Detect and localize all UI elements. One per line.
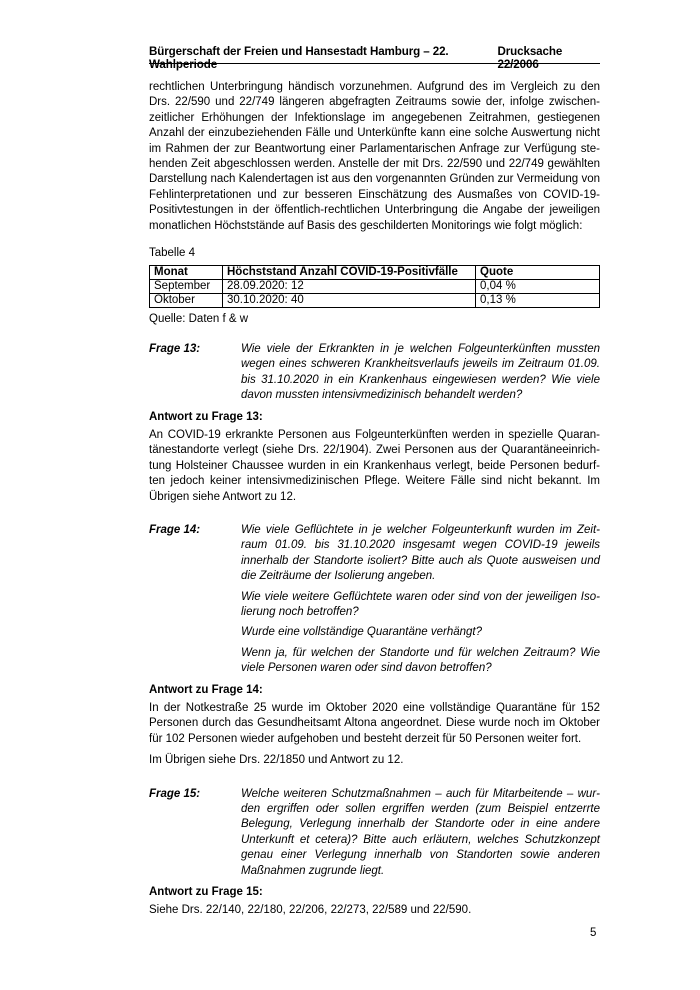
table-header-cell: Monat [150, 266, 223, 280]
question-paragraph: Wie viele weitere Geflüchtete waren oder sind von der jeweiligen Isolierung noch betroffen? [241, 590, 600, 618]
question-paragraph: Wie viele Geflüchtete in je welcher Folgeunterkunft wurden im Zeitraum 01.09. bis 31.10.2020 insgesamt wegen COVID-19 jeweils innerhalb der Standorte isoliert? Bitte auch als Quote ausweisen und die Zeiträume der Isolierung angeben. [241, 523, 600, 583]
question-15 [149, 787, 600, 879]
table-cell: 0,13 % [476, 294, 600, 308]
question-label: Frage 13: [149, 342, 201, 355]
question-13 [149, 342, 600, 404]
answer-13-text: An COVID-19 erkrankte Personen aus Folgeunterkünften werden in spezielle Quarantänestandorte verlegt (siehe Drs. 22/1904). Zwei Personen aus der Quarantäneeinrichtung Holsteiner Chaussee wurden in ein Krankenhaus verlegt, beide Personen bedurften jedoch keiner intensivmedizinischen Pflege. Weitere Fälle sind nicht bekannt. Im Übrigen siehe Antwort zu 12. [149, 428, 600, 503]
table-row [150, 280, 600, 294]
answer-15-text: Siehe Drs. 22/140, 22/180, 22/206, 22/273, 22/589 und 22/590. [149, 904, 472, 917]
question-text [241, 523, 600, 677]
question-paragraph: Wurde eine vollständige Quarantäne verhängt? [241, 626, 483, 639]
header-rule [149, 63, 600, 64]
header-title: Bürgerschaft der Freien und Hansestadt Hamburg – 22. Wahlperiode [149, 45, 449, 71]
question-label: Frage 15: [149, 787, 201, 800]
table-cell: 28.09.2020: 12 [223, 280, 476, 294]
question-paragraph: Welche weiteren Schutzmaßnahmen – auch für Mitarbeitende – wurden ergriffen oder sollen ergriffen werden (zum Beispiel entzerrte Belegung, Verlegung innerhalb der Standorte oder in eine andere Unterkunft et cetera)? Bitte auch erläutern, welches Schutzkonzept genau einer Verlegung innerhalb von Standorten sowie anderen Maßnahmen zugrunde liegt. [241, 787, 600, 877]
table-cell: 0,04 % [476, 280, 600, 294]
answer-15-heading: Antwort zu Frage 15: [149, 886, 263, 899]
table-header-cell: Quote [476, 266, 600, 280]
answer-13-heading: Antwort zu Frage 13: [149, 410, 263, 423]
table-cell: Oktober [150, 294, 223, 308]
intro-paragraph: rechtlichen Unterbringung händisch vorzunehmen. Aufgrund des im Vergleich zu den Drs. 22/590 und 22/749 längeren abgefragten Zeitraums sowie der, infolge zwischenzeitlicher Erhöhungen der Infektionslage im angegebenen Zeitrahmen, gestiegenen Anzahl der einzubeziehenden Fälle und Unterkünfte kann eine solche Auswertung nicht im Rahmen der zur Beantwortung einer Parlamentarischen Anfrage zur Verfügung stehenden Zeit abgeschlossen werden. Anstelle der mit Drs. 22/590 und 22/749 gewählten Darstellung nach Kalendertagen ist aus den vorgenannten Gründen zur Vermeidung von Fehlinterpretationen und zur besseren Einschätzung des Ausmaßes von COVID-19-Positivtestungen in der öffentlich-rechtlichen Unterbringung die Angabe der jeweiligen monatlichen Höchststände auf Basis des geschilderten Monitorings wie folgt möglich: [149, 81, 600, 232]
table-row [150, 294, 600, 308]
page-number: 5 [590, 927, 597, 939]
table-cell: September [150, 280, 223, 294]
data-table [149, 265, 600, 308]
answer-14-reference: Im Übrigen siehe Drs. 22/1850 und Antwort zu 12. [149, 754, 404, 767]
page-content [149, 80, 600, 919]
table-header-cell: Höchststand Anzahl COVID-19-Positivfälle [223, 266, 476, 280]
page-header [149, 45, 600, 71]
table-caption: Tabelle 4 [149, 247, 196, 260]
question-paragraph: Wie viele der Erkrankten in je welchen Folgeunterkünften mussten wegen eines schweren Krankheitsverlaufs jeweils im Zeitraum 01.09. bis 31.10.2020 in ein Krankenhaus eingewiesen werden? Wie viele davon mussten intensivmedizinisch behandelt werden? [241, 342, 600, 402]
answer-14-heading: Antwort zu Frage 14: [149, 683, 263, 696]
header-doc-number: Drucksache 22/2006 [497, 45, 563, 71]
question-paragraph: Wenn ja, für welchen der Standorte und für welchen Zeitraum? Wie viele Personen waren oder sind davon betroffen? [241, 646, 600, 675]
question-text [241, 342, 600, 404]
question-label: Frage 14: [149, 523, 201, 536]
question-text [241, 787, 600, 879]
question-14 [149, 523, 600, 677]
table-source: Quelle: Daten f & w [149, 313, 249, 326]
table-cell: 30.10.2020: 40 [223, 294, 476, 308]
table-header-row [150, 266, 600, 280]
answer-14-text: In der Notkestraße 25 wurde im Oktober 2020 eine vollständige Quarantäne für 152 Personen durch das Gesundheitsamt Altona angeordnet. Diese wurde noch im Oktober für 102 Personen wieder aufgehoben und besteht derzeit für 50 Personen weiter fort. [149, 702, 600, 745]
